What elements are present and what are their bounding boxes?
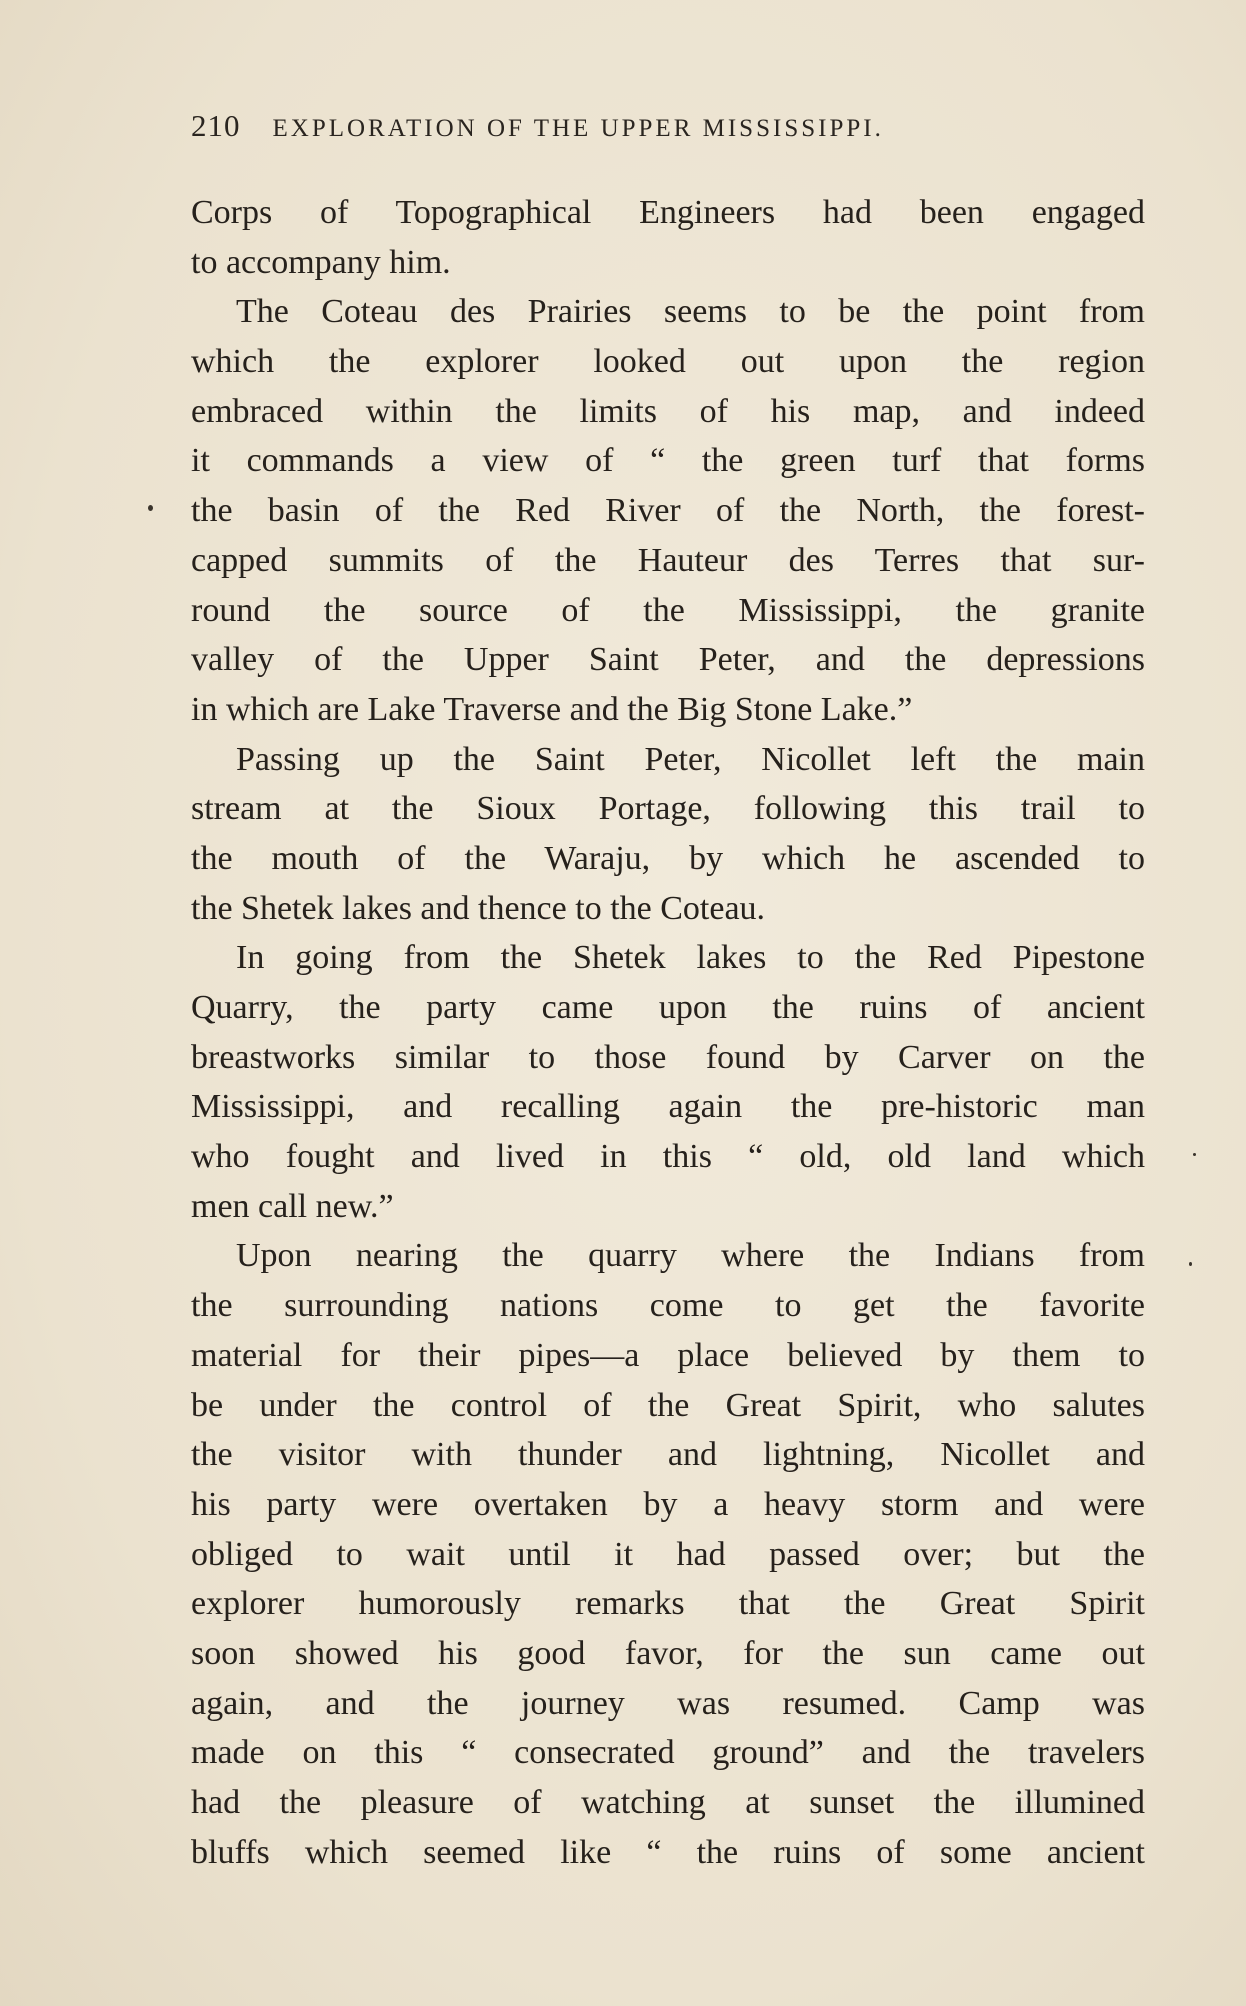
text-line: again, and the journey was resumed. Camp was <box>191 1684 1145 1722</box>
text-line: breastworks similar to those found by Carver on the <box>191 1038 1145 1076</box>
text-line: In going from the Shetek lakes to the Red Pipestone <box>236 939 1145 977</box>
margin-ink-spot <box>1193 1153 1196 1156</box>
text-line: material for their pipes—a place believed by them to <box>191 1336 1145 1374</box>
text-line: the mouth of the Waraju, by which he ascended to <box>191 839 1145 877</box>
text-line: to accompany him. <box>191 243 451 281</box>
text-line: had the pleasure of watching at sunset the illumined <box>191 1784 1145 1821</box>
text-line: which the explorer looked out upon the region <box>191 343 1145 381</box>
text-line: valley of the Upper Saint Peter, and the depressions <box>191 641 1145 679</box>
text-line: men call new.” <box>191 1187 394 1225</box>
text-line: who fought and lived in this “ old, old land which <box>191 1138 1145 1176</box>
text-line: Passing up the Saint Peter, Nicollet left the main <box>236 740 1145 778</box>
text-line: Upon nearing the quarry where the Indians from <box>236 1237 1145 1275</box>
text-line: round the source of the Mississippi, the granite <box>191 591 1145 629</box>
margin-ink-spot <box>1189 1262 1192 1266</box>
text-line: obliged to wait until it had passed over; but the <box>191 1535 1145 1573</box>
text-line: Corps of Topographical Engineers had been engaged <box>191 194 1145 231</box>
text-line: be under the control of the Great Spirit, who salutes <box>191 1386 1145 1424</box>
text-line: Quarry, the party came upon the ruins of ancient <box>191 989 1145 1026</box>
text-line: it commands a view of “ the green turf that forms <box>191 442 1145 480</box>
running-head: EXPLORATION OF THE UPPER MISSISSIPPI. <box>272 115 884 142</box>
text-line: stream at the Sioux Portage, following this trail to <box>191 790 1145 828</box>
text-line: in which are Lake Traverse and the Big Stone Lake.” <box>191 690 913 728</box>
text-line: bluffs which seemed like “ the ruins of some ancient <box>191 1833 1145 1871</box>
text-line: embraced within the limits of his map, and indeed <box>191 392 1145 430</box>
text-line: the Shetek lakes and thence to the Coteau. <box>191 889 766 927</box>
text-line: soon showed his good favor, for the sun came out <box>191 1634 1145 1672</box>
text-line: made on this “ consecrated ground” and the travelers <box>191 1734 1145 1772</box>
text-line: his party were overtaken by a heavy storm and were <box>191 1485 1145 1523</box>
text-line: Mississippi, and recalling again the pre-historic man <box>191 1088 1145 1126</box>
text-line: explorer humorously remarks that the Great Spirit <box>191 1585 1145 1623</box>
page-header <box>191 108 1071 148</box>
page-number: 210 <box>191 108 241 143</box>
margin-ink-spot <box>148 505 153 511</box>
text-line: The Coteau des Prairies seems to be the point from <box>236 293 1145 331</box>
text-line: the surrounding nations come to get the favorite <box>191 1287 1145 1325</box>
text-line: the visitor with thunder and lightning, Nicollet and <box>191 1436 1145 1474</box>
text-line: capped summits of the Hauteur des Terres that sur- <box>191 541 1145 579</box>
text-line: the basin of the Red River of the North, the forest- <box>191 492 1145 530</box>
body-text <box>191 188 1151 1877</box>
